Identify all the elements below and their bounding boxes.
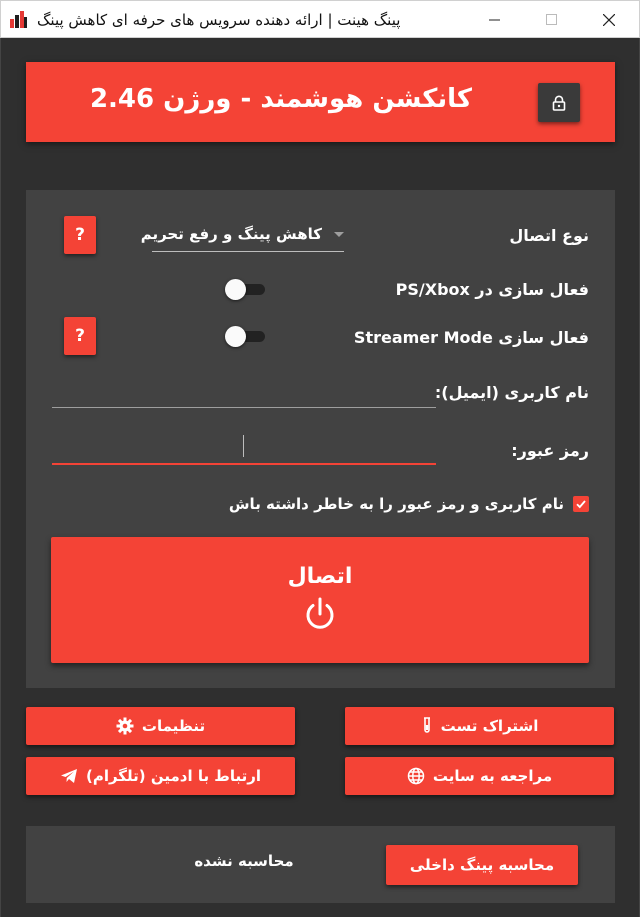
chevron-down-icon (334, 232, 344, 237)
contact-admin-label: ارتباط با ادمین (تلگرام) (85, 767, 262, 785)
connection-type-value: کاهش پینگ و رفع تحریم (140, 225, 322, 243)
header-banner (26, 62, 615, 142)
settings-label: تنظیمات (141, 717, 206, 735)
app-heading: کانکشن هوشمند - ورژن 2.46 (89, 84, 472, 114)
remember-me-checkbox[interactable] (229, 493, 589, 515)
connect-label: اتصال (287, 564, 353, 589)
test-account-label: اشتراک تست (440, 717, 539, 735)
close-button[interactable] (586, 1, 632, 38)
internal-ping-button[interactable]: محاسبه پینگ داخلی (386, 845, 578, 885)
title-bar (0, 0, 640, 38)
connection-panel (26, 190, 615, 688)
minimize-button[interactable] (471, 1, 517, 38)
checkmark-icon (573, 496, 589, 512)
connect-button[interactable] (51, 537, 589, 663)
streamer-mode-help-button[interactable]: ? (64, 317, 96, 355)
password-field[interactable] (52, 435, 436, 465)
contact-admin-button[interactable] (26, 757, 295, 795)
streamer-mode-label: فعال سازی Streamer Mode (353, 328, 589, 347)
lock-button[interactable] (538, 83, 580, 122)
test-account-button[interactable] (345, 707, 614, 745)
text-cursor (243, 435, 244, 457)
maximize-button[interactable] (528, 1, 574, 38)
streamer-mode-toggle[interactable] (225, 325, 267, 347)
visit-site-button[interactable] (345, 757, 614, 795)
ping-panel (26, 826, 615, 903)
globe-icon (407, 767, 425, 785)
username-label: نام کاربری (ایمیل): (434, 383, 589, 402)
telegram-icon (60, 768, 78, 784)
connection-type-label: نوع اتصال (509, 226, 589, 245)
settings-button[interactable] (26, 707, 295, 745)
psxbox-label: فعال سازی در PS/Xbox (395, 280, 589, 299)
window-title: پینگ هینت | ارائه دهنده سرویس های حرفه ای کاهش پینگ (37, 11, 401, 29)
connection-type-help-button[interactable]: ? (64, 216, 96, 254)
visit-site-label: مراجعه به سایت (432, 767, 553, 785)
gear-icon (116, 717, 134, 735)
ping-status: محاسبه نشده (194, 852, 294, 870)
password-label: رمز عبور: (511, 441, 589, 460)
remember-me-label: نام کاربری و رمز عبور را به خاطر داشته باش (228, 495, 564, 513)
app-window (0, 38, 640, 917)
username-field[interactable] (52, 378, 436, 408)
connection-type-select[interactable] (140, 222, 344, 252)
test-tube-icon (421, 717, 433, 735)
lock-icon (552, 95, 566, 111)
psxbox-toggle[interactable] (225, 278, 267, 300)
power-icon (302, 596, 338, 632)
app-logo-icon (10, 11, 28, 28)
